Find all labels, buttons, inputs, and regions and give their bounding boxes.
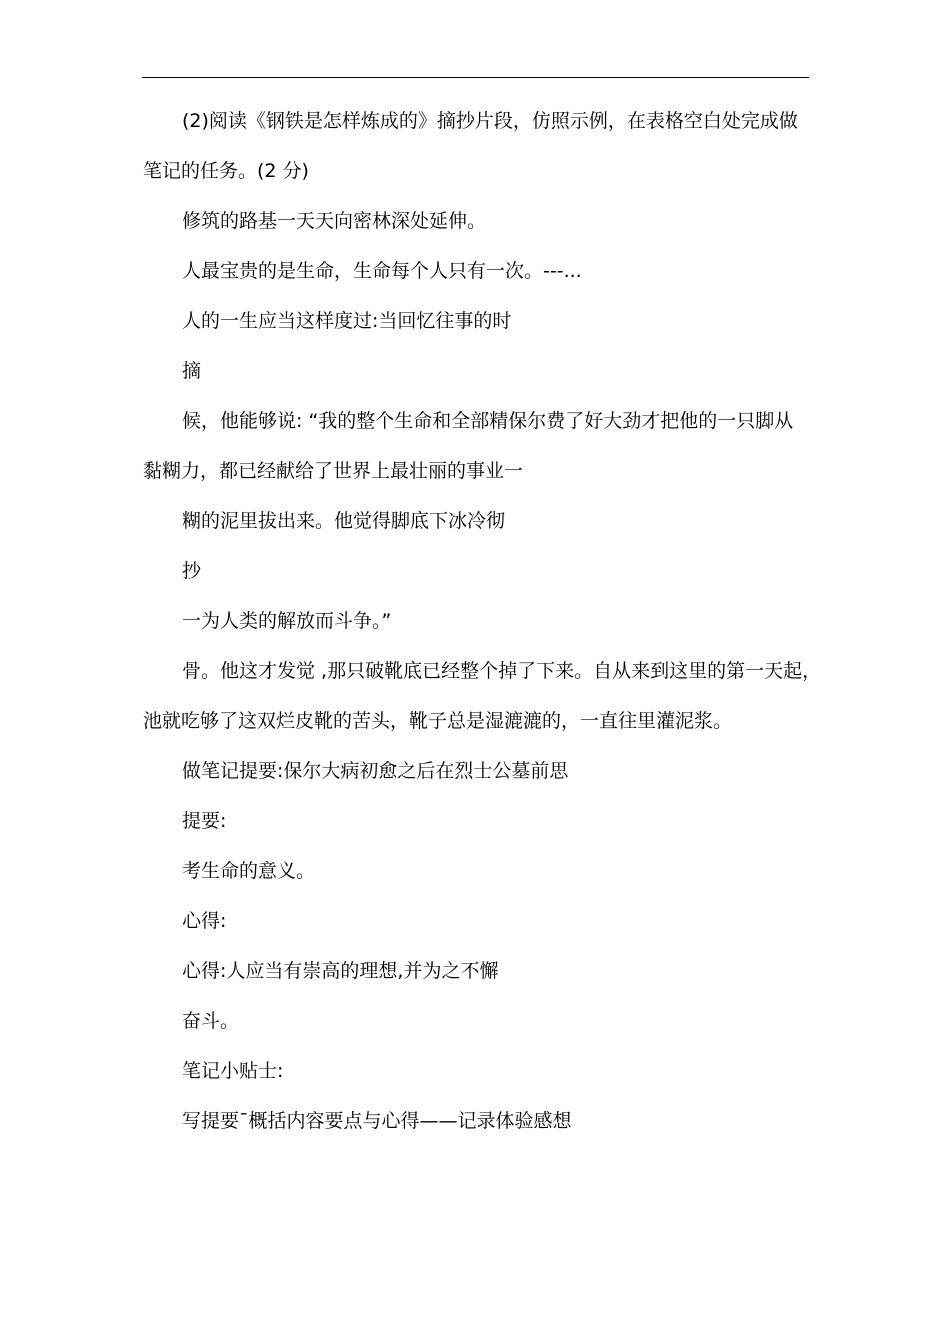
text-line: 骨。他这才发觉 ,那只破靴底已经整个掉了下来。自从来到这里的第一天起，	[182, 660, 822, 682]
text-line: 笔记小贴士:	[182, 1060, 284, 1082]
text-line: 做笔记提要:保尔大病初愈之后在烈士公墓前思	[182, 760, 569, 782]
text-line: 黏糊力，都已经献给了世界上最壮丽的事业一	[143, 460, 524, 482]
text-line: 奋斗。	[182, 1010, 240, 1032]
text-line: 池就吃够了这双烂皮靴的苦头，靴子总是湿漉漉的，一直往里灌泥浆。	[143, 710, 733, 732]
text-line: 考生命的意义。	[182, 860, 316, 882]
text-line: 抄	[182, 560, 202, 582]
document-body	[143, 96, 822, 1146]
text-line: 提要:	[182, 810, 227, 832]
text-line: 心得:	[182, 910, 227, 932]
header-rule	[142, 77, 809, 78]
text-line: 候，他能够说: “我的整个生命和全部精保尔费了好大劲才把他的一只脚从	[182, 410, 794, 432]
text-line: 糊的泥里拔出来。他觉得脚底下冰冷彻	[182, 510, 506, 532]
text-line: (2)阅读《钢铁是怎样炼成的》摘抄片段，仿照示例，在表格空白处完成做	[182, 110, 798, 132]
text-line: 笔记的任务。(2 分)	[143, 160, 309, 182]
text-line: 人的一生应当这样度过:当回忆往事的时	[182, 310, 512, 332]
text-line: 人最宝贵的是生命，生命每个人只有一次。---...	[182, 260, 582, 282]
text-line: 心得:人应当有崇高的理想,并为之不懈	[182, 960, 499, 982]
text-line: 修筑的路基一天天向密林深处延伸。	[182, 210, 487, 232]
text-line: 写提要¯概括内容要点与心得——记录体验感想	[182, 1110, 572, 1132]
text-line: 一为人类的解放而斗争。”	[182, 610, 392, 632]
text-line: 摘	[182, 360, 202, 382]
